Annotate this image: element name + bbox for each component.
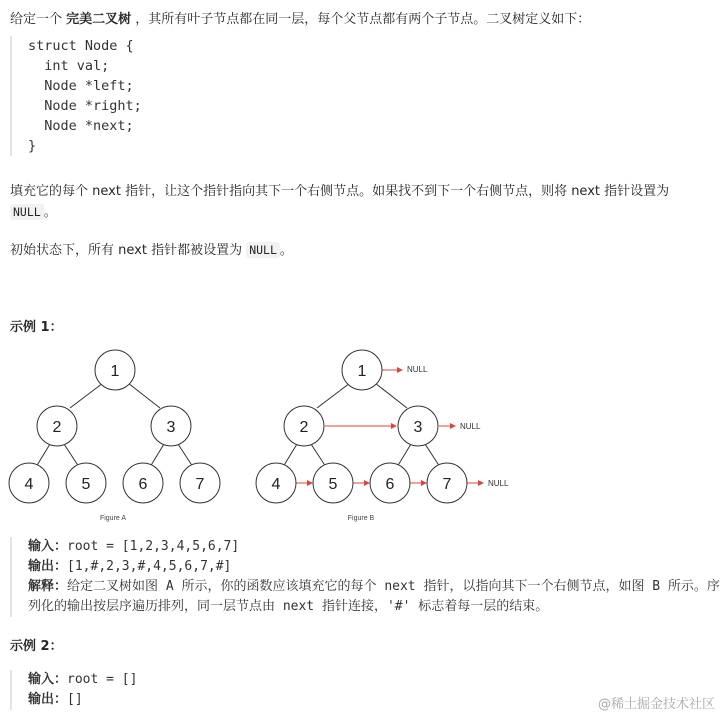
svg-text:2: 2 — [299, 419, 309, 436]
svg-text:6: 6 — [138, 476, 148, 493]
input-label: 输入： — [28, 672, 68, 687]
svg-text:5: 5 — [81, 476, 91, 493]
output-value: [1,#,2,3,#,4,5,6,7,#] — [67, 559, 232, 574]
example-1-explanation — [28, 577, 723, 617]
input-value: root = [1,2,3,4,5,6,7] — [67, 539, 240, 554]
figure-b-node — [284, 406, 324, 446]
code-line: } — [28, 138, 37, 154]
initial-state-paragraph — [10, 240, 715, 261]
figure-a-node — [9, 463, 49, 503]
example-1-heading: 示例 1： — [10, 320, 63, 335]
para2-end: 。 — [43, 205, 57, 220]
figure-b-node — [370, 463, 410, 503]
example-1-input — [28, 537, 723, 557]
figure-b-node — [342, 350, 382, 390]
svg-text:1: 1 — [110, 363, 120, 380]
figure-a-caption: Figure A — [99, 515, 127, 522]
null-label: NULL — [460, 422, 481, 431]
node-struct-code-block — [10, 36, 328, 156]
svg-text:6: 6 — [385, 476, 395, 493]
para3-end: 。 — [279, 243, 293, 258]
input-value: root = [] — [67, 672, 138, 687]
figure-b-node — [427, 463, 467, 503]
code-line: int val; — [28, 58, 110, 74]
figure-b-caption: Figure B — [347, 515, 375, 522]
figure-a-node — [180, 463, 220, 503]
example-1-block — [10, 537, 723, 617]
explain-value: 给定二叉树如图 A 所示，你的函数应该填充它的每个 next 指针，以指向其下一个右侧节点，如图 B 所示。序列化的输出按层序遍历排列，同一层节点由 next 指针连接，'#' 标志着每一层的结束。 — [28, 579, 720, 614]
example-2-heading: 示例 2： — [10, 639, 63, 654]
null-inline-code: NULL — [10, 204, 44, 220]
figure-b-node — [313, 463, 353, 503]
svg-text:4: 4 — [24, 476, 34, 493]
intro-bold-term: 完美二叉树 — [66, 12, 132, 27]
intro-paragraph — [10, 9, 715, 30]
figure-b-node — [256, 463, 296, 503]
null-label: NULL — [407, 365, 428, 374]
figure-a-node — [151, 406, 191, 446]
example-1-output — [28, 557, 723, 577]
figure-a-node — [95, 350, 135, 390]
code-line: struct Node { — [28, 38, 134, 54]
figure-a-node — [66, 463, 106, 503]
svg-text:4: 4 — [271, 476, 281, 493]
example-1-figure — [0, 340, 723, 525]
svg-text:7: 7 — [442, 476, 452, 493]
watermark: @稀土掘金技术社区 — [597, 697, 715, 712]
svg-text:5: 5 — [328, 476, 338, 493]
para3-text: 初始状态下，所有 next 指针都被设置为 — [10, 243, 247, 258]
svg-text:2: 2 — [52, 419, 62, 436]
null-label: NULL — [488, 479, 509, 488]
null-inline-code: NULL — [246, 242, 280, 258]
input-label: 输入： — [28, 539, 68, 554]
code-line: Node *left; — [28, 78, 134, 94]
intro-prefix: 给定一个 — [10, 12, 67, 27]
code-line: Node *right; — [28, 98, 142, 114]
figure-b-node — [398, 406, 438, 446]
output-label: 输出： — [28, 692, 68, 707]
para2-text: 填充它的每个 next 指针，让这个指针指向其下一个右侧节点。如果找不到下一个右侧节点，则将 next 指针设置为 — [10, 184, 670, 199]
code-line: Node *next; — [28, 118, 134, 134]
next-pointer-paragraph — [10, 181, 715, 223]
svg-text:7: 7 — [195, 476, 205, 493]
example-2-input — [28, 670, 723, 690]
explain-label: 解释： — [28, 579, 68, 594]
figure-a-node — [123, 463, 163, 503]
svg-text:1: 1 — [357, 363, 367, 380]
svg-text:3: 3 — [413, 419, 423, 436]
figure-a-node — [37, 406, 77, 446]
svg-text:3: 3 — [166, 419, 176, 436]
output-value: [] — [67, 692, 83, 707]
output-label: 输出： — [28, 559, 68, 574]
intro-suffix: ，其所有叶子节点都在同一层，每个父节点都有两个子节点。二叉树定义如下： — [131, 12, 591, 27]
